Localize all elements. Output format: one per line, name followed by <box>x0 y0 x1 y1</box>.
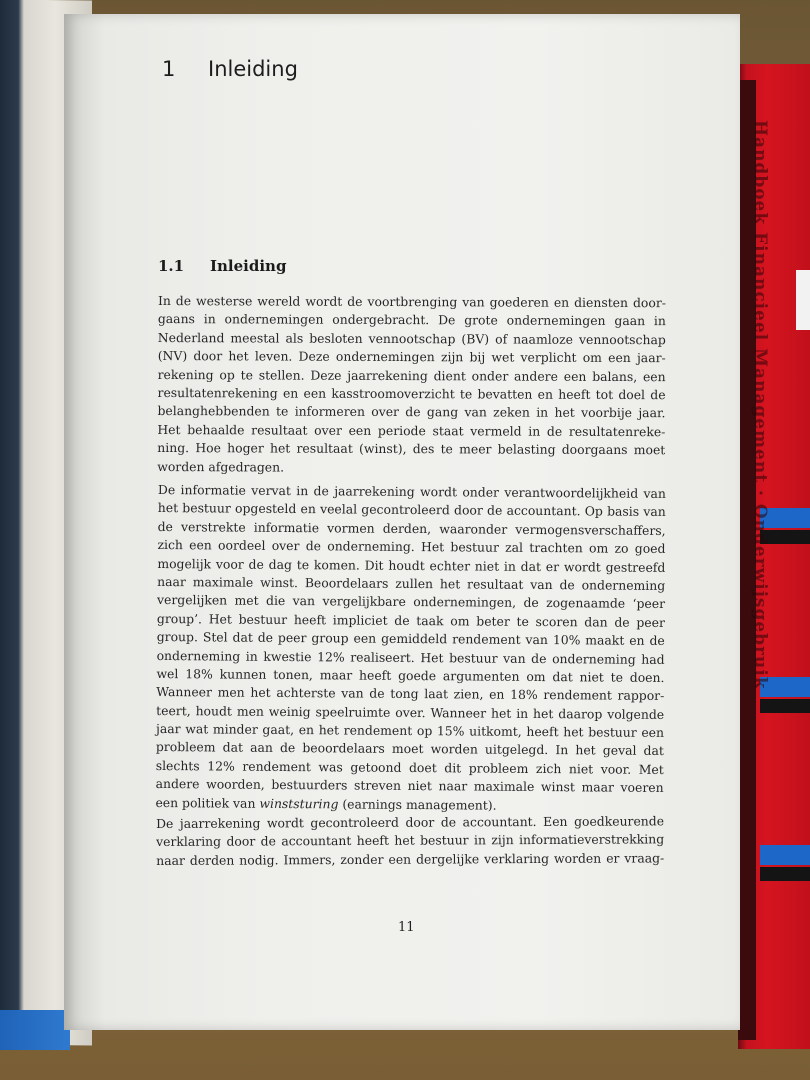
text-line: rekening op te stellen. Deze jaarrekening dient onder andere een balans, een <box>157 366 666 384</box>
text-line: naar maximale winst. Beoordelaars zullen het resultaat van de onderneming <box>157 573 666 593</box>
text-line: group. Stel dat de peer group een gemiddeld rendement van 10% maakt en de <box>156 629 665 649</box>
text-line: naar derden nodig. Immers, zonder een dergelijke verklaring worden er vraag- <box>156 850 665 868</box>
red-book-white-label <box>796 270 810 330</box>
text-line: worden afgedragen. <box>157 458 285 475</box>
text-line: gaans in ondernemingen ondergebracht. De grote ondernemingen gaan in <box>157 311 666 329</box>
text-line: (NV) door het leven. Deze ondernemingen zijn bij wet verplicht om een jaar- <box>157 348 666 366</box>
text-line: het bestuur opgesteld en veelal gecontroleerd door de accountant. Op basis van <box>157 500 666 520</box>
text-line: Het behaalde resultaat over een periode staat vermeld in de resultatenreke- <box>157 421 666 439</box>
red-book-spine-title: Handboek Financieel Management · Onderwijsgebruik <box>750 120 770 690</box>
text-line: group’. Het bestuur heeft impliciet de taak om beter te scoren dan de peer <box>156 610 665 630</box>
paragraph-2 <box>155 481 666 816</box>
text-line: De jaarrekening wordt gecontroleerd door de accountant. Een goedkeurende <box>156 813 665 831</box>
section-number: 1.1 <box>158 257 185 275</box>
chapter-title: Inleiding <box>208 57 298 81</box>
text-line: vergelijken met die van vergelijkbare ondernemingen, de zogenaamde ‘peer <box>157 592 666 612</box>
text-line: resultatenrekening en een kasstroomoverzicht te bevatten en heeft tot doel de <box>157 384 666 403</box>
section-title: Inleiding <box>210 257 287 275</box>
text-line: de verstrekte informatie vormen derden, waaronder vermogensverschaffers, <box>157 518 666 538</box>
chapter-heading <box>162 57 298 81</box>
left-book-blue-edge <box>0 1010 70 1050</box>
text-line: In de westerse wereld wordt de voortbrenging van goederen en diensten door- <box>157 293 666 311</box>
text-line: belanghebbenden te informeren over de gang van zeken in het voorbije jaar. <box>157 403 666 421</box>
text-line: zich een oordeel over de onderneming. Het bestuur zal trachten om zo goed <box>157 537 666 557</box>
text-line: jaar wat minder gaat, en het rendement op 15% uitkomt, heeft het bestuur een <box>155 721 665 741</box>
text-line: De informatie vervat in de jaarrekening wordt onder verantwoordelijkheid van <box>157 481 666 501</box>
text-line: verklaring door de accountant heeft het bestuur in zijn informatieverstrekking <box>156 831 665 850</box>
text-line: wel 18% kunnen tonen, maar heeft goede argumenten om dat niet te doen. <box>156 665 665 685</box>
chapter-number: 1 <box>162 57 176 81</box>
text-line: andere woorden, bestuurders streven niet naar maximale winst maar voeren <box>155 776 664 796</box>
text-line: ning. Hoe hoger het resultaat (winst), des te meer belasting doorgaans moet <box>157 440 666 458</box>
paragraph-1 <box>157 292 666 478</box>
text-line: mogelijk voor de dag te komen. Dit houdt echter niet in dat er wordt gestreefd <box>157 555 666 575</box>
text-line: een politiek van winststuring (earnings management). <box>155 794 497 813</box>
paragraph-3 <box>156 812 664 870</box>
text-line: probleem dat aan de beoordelaars moet worden uitgelegd. In het geval dat <box>155 739 664 759</box>
text-line: onderneming in kwestie 12% realiseert. Het bestuur van de onderneming had <box>156 647 665 667</box>
page-number: 11 <box>398 920 415 935</box>
text-line: Nederland meestal als besloten vennootschap (BV) of naamloze vennootschap <box>157 329 666 347</box>
section-heading <box>158 257 286 275</box>
text-line: teert, houdt men weinig speelruimte over. Wanneer het in het daarop volgende <box>156 702 665 722</box>
text-line: slechts 12% rendement was getoond doet dit probleem zich niet voor. Met <box>155 757 664 777</box>
text-line: Wanneer men het achterste van de tong laat zien, en 18% rendement rappor- <box>156 684 665 704</box>
